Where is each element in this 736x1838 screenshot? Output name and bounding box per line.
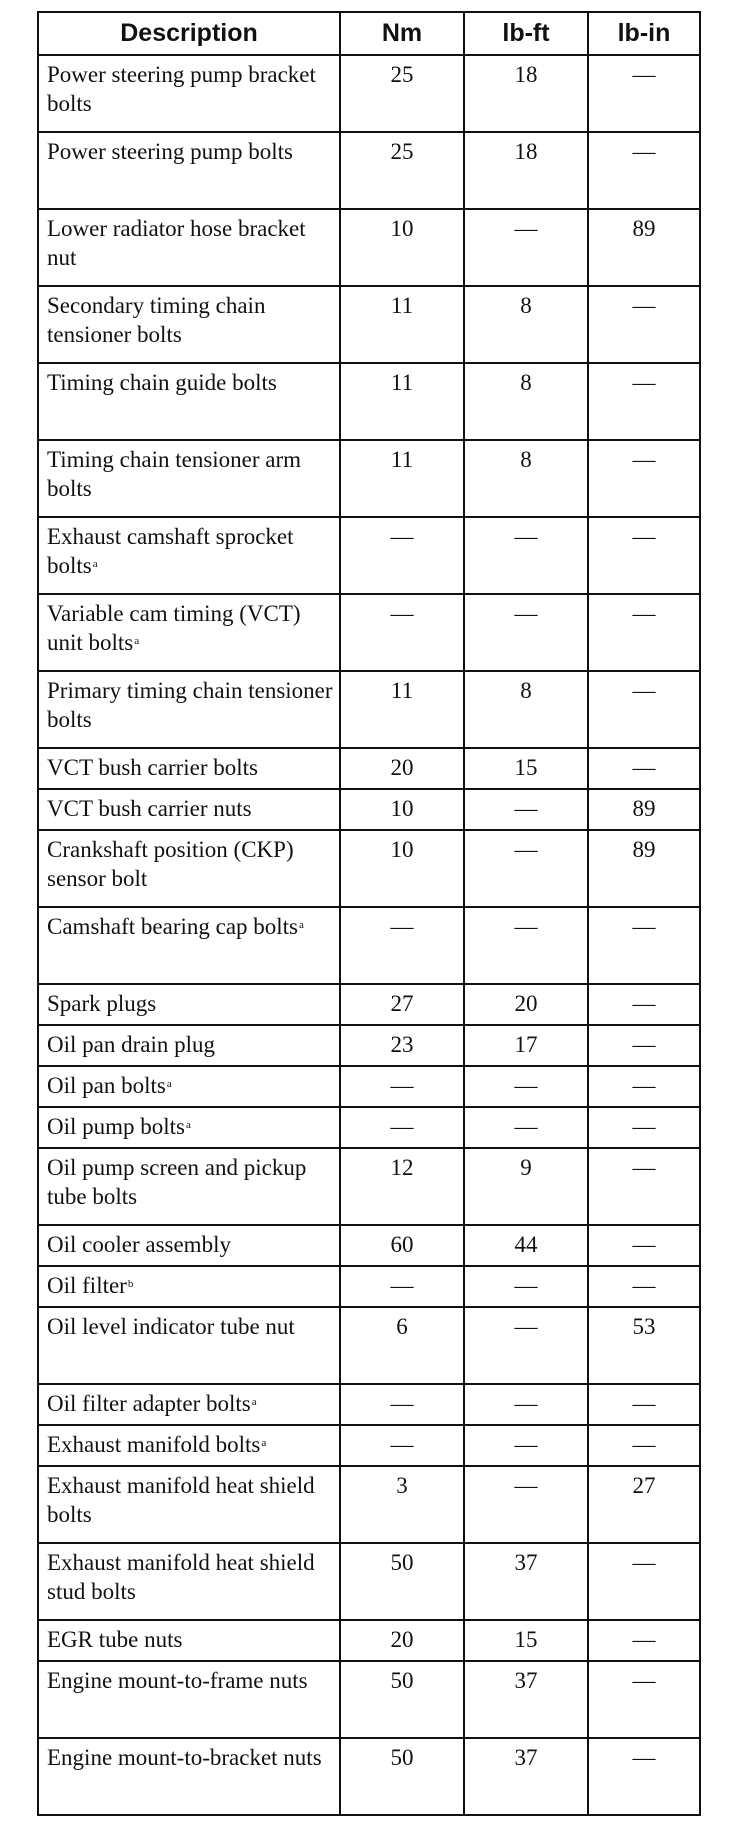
table-body [38, 55, 700, 1815]
cell-nm: — [340, 594, 464, 671]
description-text: Engine mount-to-bracket nuts [47, 1745, 322, 1770]
cell-nm: 3 [340, 1466, 464, 1543]
cell-lbft: — [464, 789, 588, 830]
cell-lbin: 53 [588, 1307, 700, 1384]
cell-lbft: 9 [464, 1148, 588, 1225]
table-row [38, 1738, 700, 1815]
table-row [38, 984, 700, 1025]
footnote-marker: b [127, 1278, 134, 1290]
table-row [38, 1225, 700, 1266]
cell-description [38, 594, 340, 671]
cell-nm: 25 [340, 132, 464, 209]
table-row [38, 1025, 700, 1066]
cell-lbin: — [588, 1425, 700, 1466]
cell-lbft: — [464, 1384, 588, 1425]
cell-lbin: — [588, 1384, 700, 1425]
cell-description [38, 1266, 340, 1307]
table-header-row [38, 12, 700, 55]
cell-lbft: — [464, 1107, 588, 1148]
description-text: Camshaft bearing cap bolts [47, 914, 299, 939]
cell-description [38, 1466, 340, 1543]
cell-description [38, 1738, 340, 1815]
cell-lbin: 27 [588, 1466, 700, 1543]
description-text: Oil pan drain plug [47, 1032, 215, 1057]
cell-nm: 11 [340, 363, 464, 440]
table-row [38, 907, 700, 984]
description-text: Exhaust manifold heat shield stud bolts [47, 1550, 315, 1604]
cell-lbft: 8 [464, 286, 588, 363]
table-row [38, 132, 700, 209]
header-lbft: lb-ft [464, 12, 588, 55]
description-text: Secondary timing chain tensioner bolts [47, 293, 266, 347]
cell-lbft: 8 [464, 671, 588, 748]
cell-lbin: — [588, 132, 700, 209]
cell-nm: 20 [340, 748, 464, 789]
cell-lbft: 44 [464, 1225, 588, 1266]
cell-lbft: 37 [464, 1543, 588, 1620]
cell-lbin: — [588, 1543, 700, 1620]
footnote-marker: a [92, 558, 98, 570]
cell-lbft: — [464, 1466, 588, 1543]
description-text: Oil filter adapter bolts [47, 1391, 251, 1416]
cell-nm: — [340, 1066, 464, 1107]
cell-nm: 50 [340, 1661, 464, 1738]
cell-nm: 11 [340, 671, 464, 748]
table-row [38, 517, 700, 594]
cell-nm: 50 [340, 1738, 464, 1815]
cell-lbin: — [588, 748, 700, 789]
cell-lbft: 37 [464, 1738, 588, 1815]
header-nm: Nm [340, 12, 464, 55]
cell-lbft: — [464, 1425, 588, 1466]
description-text: VCT bush carrier bolts [47, 755, 259, 780]
cell-lbin: — [588, 286, 700, 363]
table-row [38, 594, 700, 671]
description-text: Crankshaft position (CKP) sensor bolt [47, 837, 294, 891]
cell-description [38, 671, 340, 748]
description-text: Exhaust camshaft sprocket bolts [47, 524, 294, 578]
table-row [38, 1466, 700, 1543]
table-row [38, 363, 700, 440]
cell-description [38, 748, 340, 789]
torque-specification-table [37, 11, 701, 1816]
description-text: Exhaust manifold heat shield bolts [47, 1473, 315, 1527]
cell-description [38, 286, 340, 363]
cell-lbft: 18 [464, 55, 588, 132]
cell-lbft: — [464, 1266, 588, 1307]
cell-nm: 12 [340, 1148, 464, 1225]
cell-lbin: — [588, 1107, 700, 1148]
cell-nm: 10 [340, 209, 464, 286]
table-row [38, 830, 700, 907]
cell-nm: — [340, 1266, 464, 1307]
table-row [38, 1425, 700, 1466]
table-row [38, 748, 700, 789]
cell-lbin: — [588, 1148, 700, 1225]
description-text: Primary timing chain tensioner bolts [47, 678, 333, 732]
table-row [38, 1661, 700, 1738]
description-text: Spark plugs [47, 991, 157, 1016]
description-text: Timing chain guide bolts [47, 370, 277, 395]
table-row [38, 1107, 700, 1148]
cell-description [38, 830, 340, 907]
description-text: Power steering pump bolts [47, 139, 293, 164]
description-text: Oil pump bolts [47, 1114, 186, 1139]
description-text: VCT bush carrier nuts [47, 796, 252, 821]
cell-nm: — [340, 517, 464, 594]
cell-description [38, 1025, 340, 1066]
header-lbin: lb-in [588, 12, 700, 55]
cell-lbin: — [588, 1738, 700, 1815]
description-text: Oil pump screen and pickup tube bolts [47, 1155, 307, 1209]
footnote-marker: a [251, 1396, 257, 1408]
cell-lbft: — [464, 1307, 588, 1384]
cell-lbft: — [464, 907, 588, 984]
cell-lbft: 8 [464, 440, 588, 517]
description-text: Exhaust manifold bolts [47, 1432, 261, 1457]
table-row [38, 55, 700, 132]
cell-description [38, 1543, 340, 1620]
cell-nm: 10 [340, 830, 464, 907]
header-description: Description [38, 12, 340, 55]
cell-lbin: — [588, 907, 700, 984]
cell-nm: 23 [340, 1025, 464, 1066]
cell-description [38, 1066, 340, 1107]
cell-lbft: — [464, 209, 588, 286]
cell-description [38, 1307, 340, 1384]
cell-lbft: 8 [464, 363, 588, 440]
cell-description [38, 907, 340, 984]
description-text: Oil pan bolts [47, 1073, 166, 1098]
cell-lbin: — [588, 671, 700, 748]
cell-description [38, 440, 340, 517]
footnote-marker: a [134, 635, 140, 647]
cell-lbft: — [464, 1066, 588, 1107]
description-text: Oil level indicator tube nut [47, 1314, 295, 1339]
cell-nm: 6 [340, 1307, 464, 1384]
table-row [38, 671, 700, 748]
cell-description [38, 209, 340, 286]
cell-lbin: — [588, 1266, 700, 1307]
description-text: Timing chain tensioner arm bolts [47, 447, 302, 501]
table-row [38, 1384, 700, 1425]
cell-nm: — [340, 907, 464, 984]
footnote-marker: a [186, 1119, 191, 1131]
cell-nm: 11 [340, 440, 464, 517]
cell-description [38, 517, 340, 594]
cell-lbin: — [588, 1661, 700, 1738]
cell-nm: 20 [340, 1620, 464, 1661]
description-text: Oil cooler assembly [47, 1232, 231, 1257]
cell-lbft: — [464, 594, 588, 671]
cell-description [38, 1661, 340, 1738]
cell-lbin: 89 [588, 789, 700, 830]
cell-lbin: — [588, 1620, 700, 1661]
table-row [38, 1148, 700, 1225]
cell-lbin: — [588, 440, 700, 517]
cell-nm: — [340, 1107, 464, 1148]
table-row [38, 209, 700, 286]
table-row [38, 1307, 700, 1384]
cell-nm: 10 [340, 789, 464, 830]
table-row [38, 286, 700, 363]
cell-description [38, 1225, 340, 1266]
description-text: EGR tube nuts [47, 1627, 183, 1652]
cell-lbin: — [588, 1225, 700, 1266]
cell-description [38, 1384, 340, 1425]
cell-nm: 60 [340, 1225, 464, 1266]
description-text: Power steering pump bracket bolts [47, 62, 316, 116]
cell-nm: 11 [340, 286, 464, 363]
cell-lbin: 89 [588, 209, 700, 286]
cell-description [38, 1148, 340, 1225]
cell-lbft: 37 [464, 1661, 588, 1738]
cell-nm: 50 [340, 1543, 464, 1620]
cell-lbft: 15 [464, 748, 588, 789]
cell-lbin: — [588, 363, 700, 440]
cell-lbft: 20 [464, 984, 588, 1025]
footnote-marker: a [299, 919, 304, 931]
table-row [38, 1620, 700, 1661]
cell-description [38, 132, 340, 209]
cell-nm: 27 [340, 984, 464, 1025]
footnote-marker: a [166, 1078, 172, 1090]
cell-lbin: — [588, 55, 700, 132]
cell-description [38, 984, 340, 1025]
table-row [38, 1066, 700, 1107]
cell-lbin: 89 [588, 830, 700, 907]
cell-lbin: — [588, 984, 700, 1025]
cell-nm: — [340, 1384, 464, 1425]
cell-description [38, 55, 340, 132]
footnote-marker: a [261, 1437, 267, 1449]
description-text: Engine mount-to-frame nuts [47, 1668, 308, 1693]
table-row [38, 1543, 700, 1620]
cell-lbft: 17 [464, 1025, 588, 1066]
description-text: Lower radiator hose bracket nut [47, 216, 306, 270]
cell-nm: 25 [340, 55, 464, 132]
cell-lbft: 15 [464, 1620, 588, 1661]
cell-description [38, 1620, 340, 1661]
cell-lbin: — [588, 1066, 700, 1107]
cell-description [38, 1425, 340, 1466]
cell-lbft: — [464, 830, 588, 907]
table-row [38, 440, 700, 517]
cell-description [38, 789, 340, 830]
description-text: Variable cam timing (VCT) unit bolts [47, 601, 301, 655]
cell-lbft: 18 [464, 132, 588, 209]
description-text: Oil filter [47, 1273, 127, 1298]
table-row [38, 789, 700, 830]
cell-description [38, 363, 340, 440]
cell-description [38, 1107, 340, 1148]
cell-lbin: — [588, 594, 700, 671]
cell-nm: — [340, 1425, 464, 1466]
cell-lbin: — [588, 517, 700, 594]
cell-lbin: — [588, 1025, 700, 1066]
table-row [38, 1266, 700, 1307]
cell-lbft: — [464, 517, 588, 594]
